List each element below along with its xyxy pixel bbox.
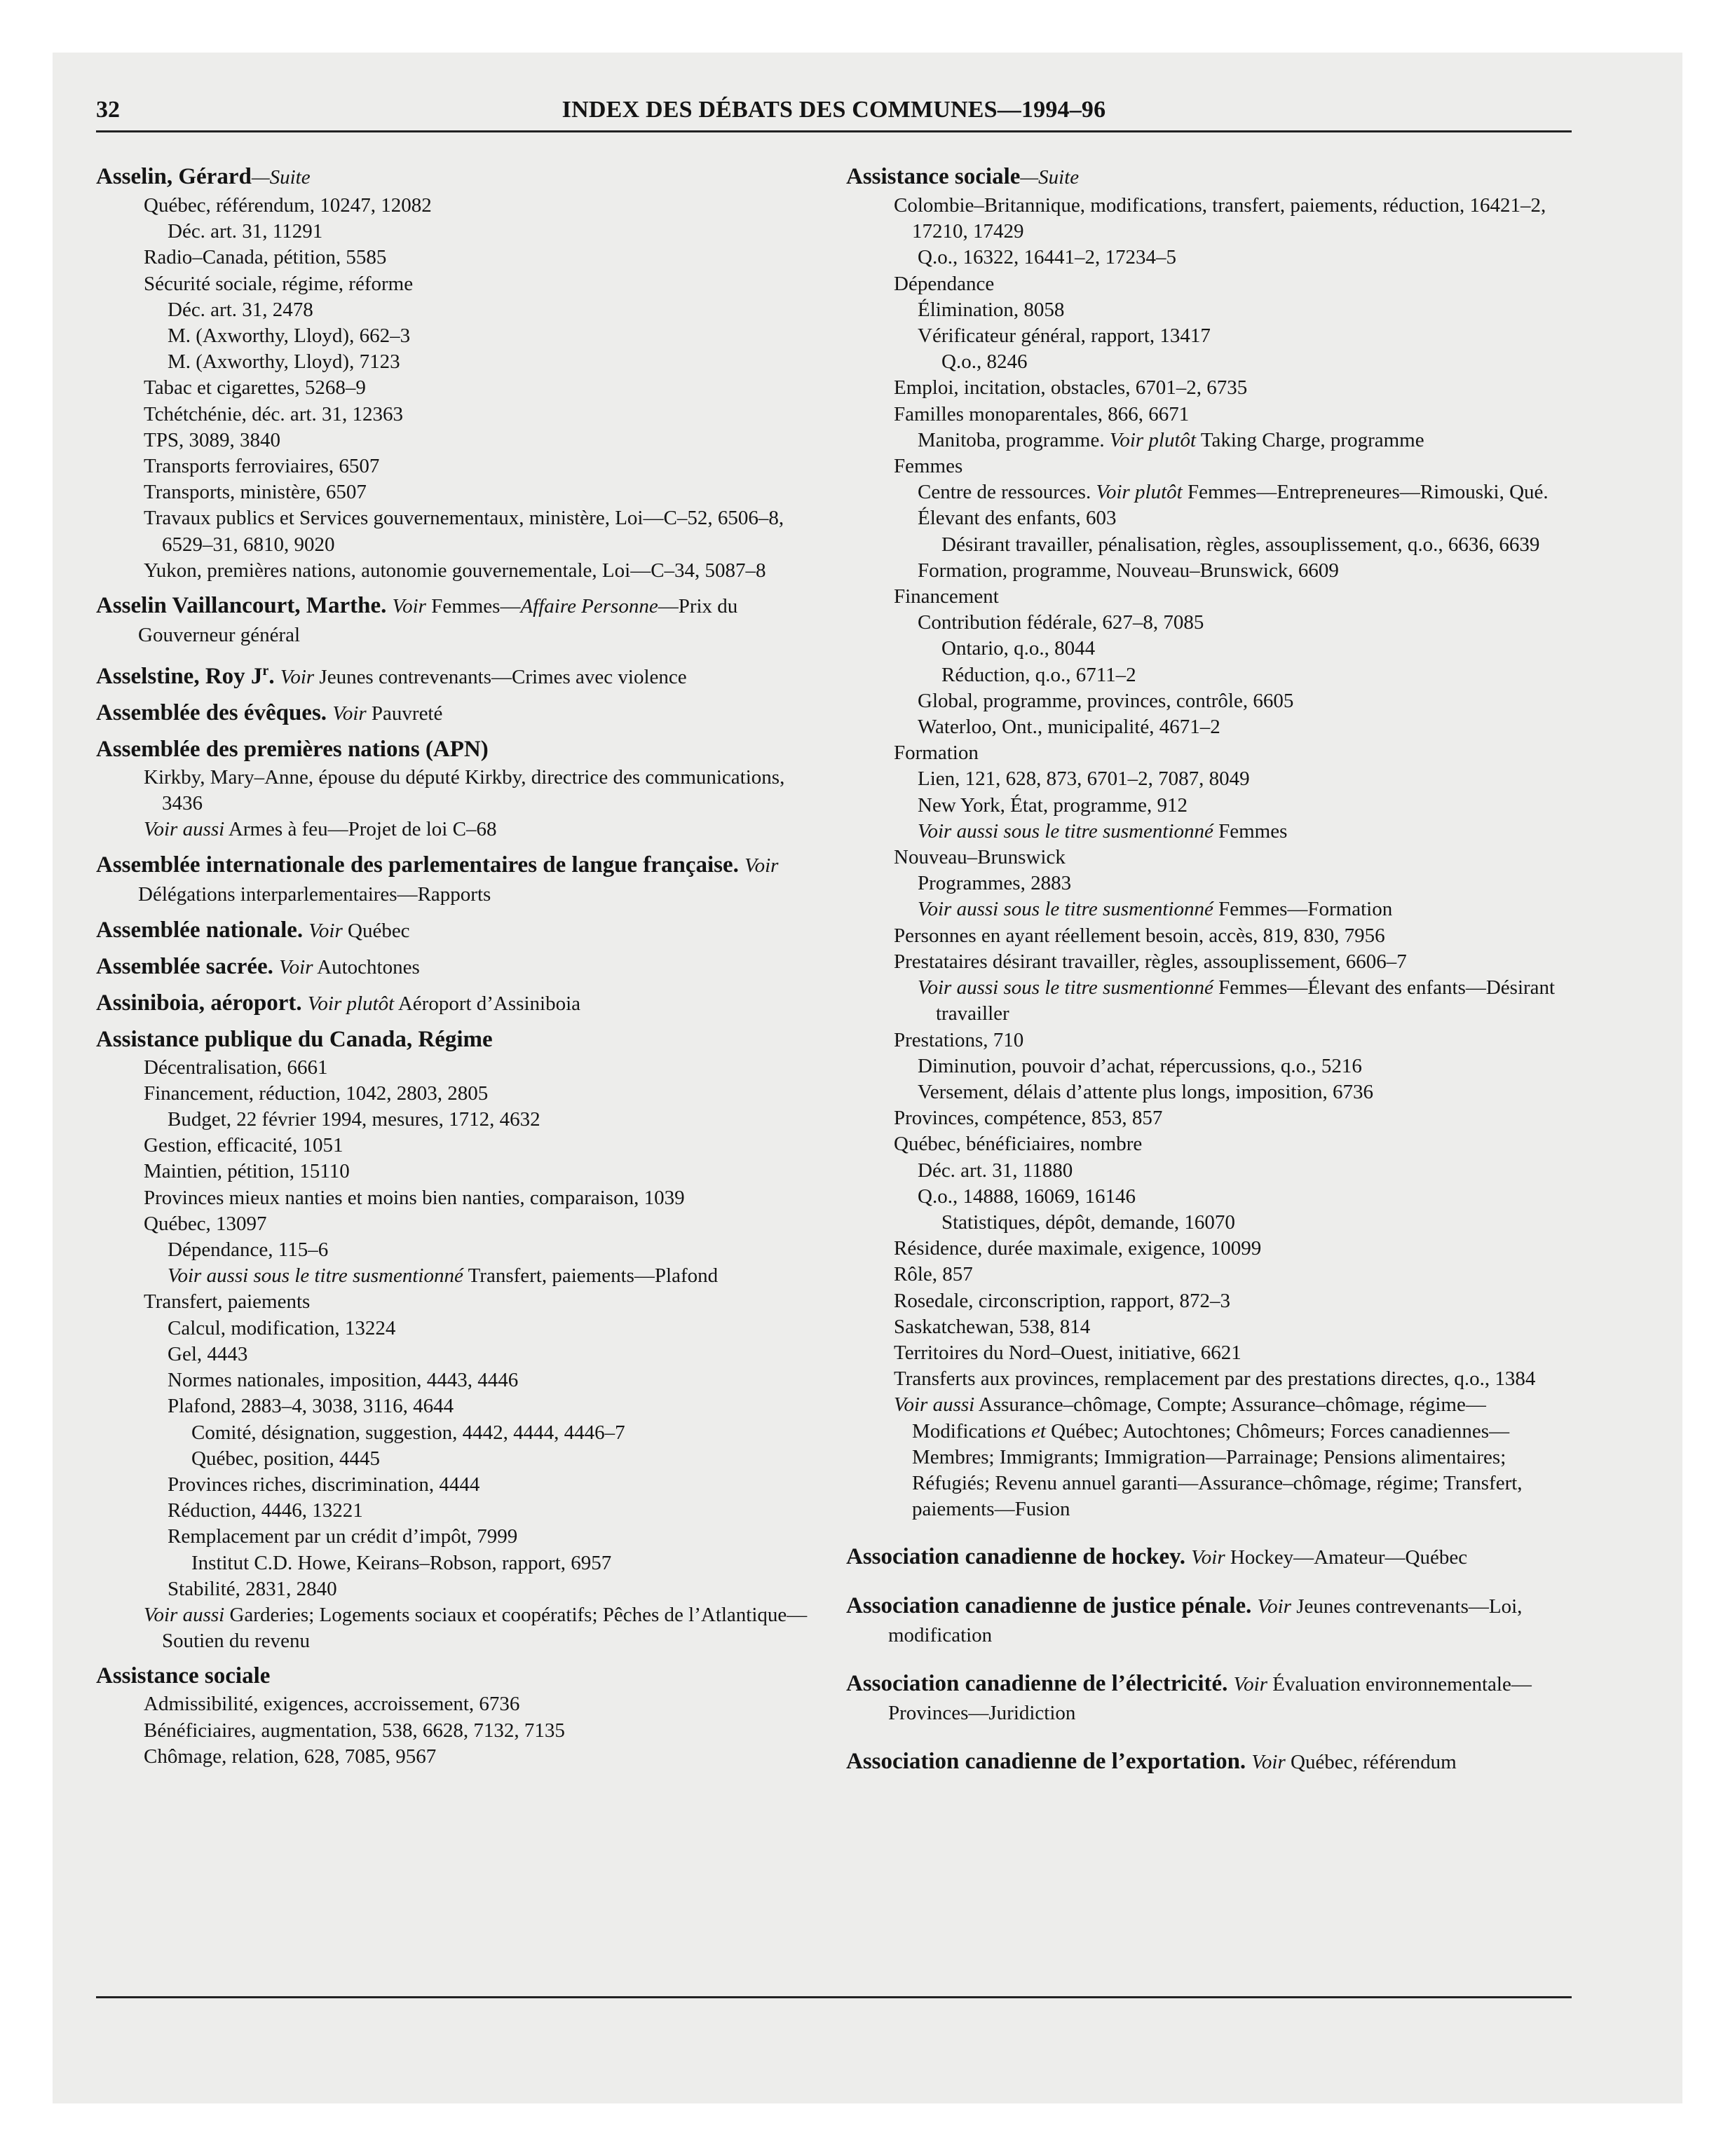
subentry: Voir aussi Armes à feu—Projet de loi C–68	[144, 818, 497, 841]
footer-rule	[96, 1996, 1572, 1998]
subentry: Transfert, paiements	[144, 1290, 311, 1314]
index-entry	[96, 851, 818, 908]
subentry: Normes nationales, imposition, 4443, 4446	[168, 1369, 519, 1392]
page-number: 32	[96, 97, 120, 123]
subentry: Québec, bénéficiaires, nombre	[894, 1133, 1143, 1156]
subentry: Financement, réduction, 1042, 2803, 2805	[144, 1082, 489, 1105]
entry-heading: Assemblée des premières nations (APN)	[96, 737, 489, 763]
index-entry	[96, 592, 818, 649]
index-entry	[96, 163, 818, 584]
subentry: Diminution, pouvoir d’achat, répercussions, q.o., 5216	[918, 1054, 1362, 1077]
subentry: Nouveau–Brunswick	[894, 846, 1066, 869]
subentry: Formation	[894, 742, 979, 765]
subentry: Colombie–Britannique, modifications, transfert, paiements, réduction, 16421–2, 17210, 17429	[894, 194, 1546, 243]
subentry: Élimination, 8058	[918, 298, 1065, 321]
subentry: Q.o., 8246	[941, 350, 1028, 374]
subentry: Réduction, q.o., 6711–2	[941, 663, 1136, 686]
subentry: Chômage, relation, 628, 7085, 9567	[144, 1745, 437, 1768]
subentry: Déc. art. 31, 11291	[168, 220, 323, 243]
subentry: Programmes, 2883	[918, 872, 1072, 895]
subentry: Tchétchénie, déc. art. 31, 12363	[144, 402, 403, 425]
subentry: Prestataires désirant travailler, règles, assouplissement, 6606–7	[894, 950, 1407, 973]
entry-heading: Association canadienne de justice pénale. Voir Jeunes contrevenants—Loi, modification	[846, 1593, 1523, 1647]
subentry: Rosedale, circonscription, rapport, 872–3	[894, 1289, 1230, 1312]
entry-heading: Asselin Vaillancourt, Marthe. Voir Femmes—Affaire Personne—Prix du Gouverneur général	[96, 593, 738, 647]
subentry: Calcul, modification, 13224	[168, 1316, 396, 1339]
subentry: Gel, 4443	[168, 1342, 248, 1365]
subentry: Élevant des enfants, 603	[918, 507, 1117, 530]
subentry: Versement, délais d’attente plus longs, imposition, 6736	[918, 1080, 1373, 1103]
subentry: Québec, position, 4445	[191, 1447, 381, 1470]
subentry: Transferts aux provinces, remplacement par des prestations directes, q.o., 1384	[894, 1367, 1536, 1391]
subentry: Manitoba, programme. Voir plutôt Taking Charge, programme	[918, 428, 1424, 451]
subentry: Personnes en ayant réellement besoin, accès, 819, 830, 7956	[894, 924, 1385, 947]
subentry: Déc. art. 31, 11880	[918, 1159, 1073, 1182]
subentry: Comité, désignation, suggestion, 4442, 4444, 4446–7	[191, 1421, 625, 1444]
subentry: Provinces, compétence, 853, 857	[894, 1107, 1163, 1130]
index-entry	[96, 989, 818, 1018]
subentry: Voir aussi sous le titre susmentionné Femmes	[918, 819, 1288, 842]
subentry: TPS, 3089, 3840	[144, 428, 280, 451]
subentry: Centre de ressources. Voir plutôt Femmes—Entrepreneures—Rimouski, Qué.	[918, 481, 1549, 504]
subentry: New York, État, programme, 912	[918, 793, 1188, 817]
subentry: Financement	[894, 585, 999, 608]
entry-heading: Association canadienne de hockey. Voir Hockey—Amateur—Québec	[846, 1544, 1468, 1570]
index-column-left	[96, 163, 818, 1778]
entry-heading: Assistance sociale	[96, 1663, 271, 1689]
subentry: Transports, ministère, 6507	[144, 481, 367, 504]
subentry: Waterloo, Ont., municipalité, 4671–2	[918, 716, 1220, 739]
subentry: Plafond, 2883–4, 3038, 3116, 4644	[168, 1395, 454, 1418]
subentry: Déc. art. 31, 2478	[168, 298, 313, 321]
index-entry	[96, 916, 818, 945]
subentry: Réduction, 4446, 13221	[168, 1499, 363, 1522]
entry-heading: Assemblée nationale. Voir Québec	[96, 917, 410, 943]
subentry: Voir aussi sous le titre susmentionné Transfert, paiements—Plafond	[168, 1264, 719, 1288]
subentry: Voir aussi sous le titre susmentionné Femmes—Élevant des enfants—Désirant travailler	[918, 976, 1556, 1025]
subentry: Contribution fédérale, 627–8, 7085	[918, 611, 1204, 634]
subentry: Gestion, efficacité, 1051	[144, 1134, 343, 1157]
subentry: Provinces riches, discrimination, 4444	[168, 1473, 480, 1496]
subentry: Saskatchewan, 538, 814	[894, 1315, 1091, 1338]
subentry: Québec, référendum, 10247, 12082	[144, 194, 432, 217]
subentry: Yukon, premières nations, autonomie gouvernementale, Loi—C–34, 5087–8	[144, 559, 766, 582]
subentry: Dépendance, 115–6	[168, 1239, 329, 1262]
index-entry	[846, 163, 1575, 1522]
subentry: M. (Axworthy, Lloyd), 662–3	[168, 325, 411, 348]
subentry: Ontario, q.o., 8044	[941, 637, 1096, 660]
subentry: Québec, 13097	[144, 1212, 267, 1235]
subentry: Prestations, 710	[894, 1028, 1024, 1051]
index-entry	[96, 699, 818, 728]
subentry: Emploi, incitation, obstacles, 6701–2, 6735	[894, 376, 1248, 400]
subentry: Désirant travailler, pénalisation, règles, assouplissement, q.o., 6636, 6639	[941, 533, 1540, 556]
subentry: Voir aussi Assurance–chômage, Compte; Assurance–chômage, régime—Modifications et Québec; Autochtones; Chômeurs; Forces canadiennes—Membres; Immigrants; Immigration—Parrainage; Pensions alimentaires; Réfugiés; Revenu annuel garanti—Assurance–chômage, régime; Transfert, paiements—Fusion	[894, 1393, 1523, 1521]
subentry: Global, programme, provinces, contrôle, 6605	[918, 689, 1294, 712]
subentry: Tabac et cigarettes, 5268–9	[144, 376, 366, 400]
subentry: Rôle, 857	[894, 1263, 973, 1286]
subentry: Voir aussi sous le titre susmentionné Femmes—Formation	[918, 898, 1393, 921]
subentry: Femmes	[894, 455, 963, 478]
subentry: M. (Axworthy, Lloyd), 7123	[168, 350, 400, 374]
subentry: Remplacement par un crédit d’impôt, 7999	[168, 1525, 518, 1548]
index-entry	[96, 953, 818, 981]
subentry: Admissibilité, exigences, accroissement, 6736	[144, 1693, 520, 1716]
entry-heading: Assemblée internationale des parlementaires de langue française. Voir Délégations interparlementaires—Rapports	[96, 852, 779, 906]
index-entry	[96, 657, 818, 691]
entry-heading: Assiniboia, aéroport. Voir plutôt Aéroport d’Assiniboia	[96, 990, 580, 1016]
subentry: Budget, 22 février 1994, mesures, 1712, 4632	[168, 1108, 540, 1131]
subentry: Dépendance	[894, 272, 995, 295]
subentry: Territoires du Nord–Ouest, initiative, 6621	[894, 1341, 1241, 1364]
page-title: INDEX DES DÉBATS DES COMMUNES—1994–96	[562, 97, 1106, 123]
subentry: Travaux publics et Services gouvernementaux, ministère, Loi—C–52, 6506–8, 6529–31, 6810, 9020	[144, 507, 784, 556]
subentry: Radio–Canada, pétition, 5585	[144, 246, 387, 269]
subentry: Formation, programme, Nouveau–Brunswick, 6609	[918, 559, 1339, 582]
subentry: Résidence, durée maximale, exigence, 10099	[894, 1237, 1262, 1260]
index-entry	[846, 1543, 1575, 1571]
entry-heading: Assemblée des évêques. Voir Pauvreté	[96, 700, 443, 726]
index-entry	[846, 1592, 1575, 1649]
page-header	[96, 97, 1572, 132]
subentry: Institut C.D. Howe, Keirans–Robson, rapport, 6957	[191, 1551, 612, 1574]
subentry: Maintien, pétition, 15110	[144, 1160, 350, 1183]
entry-heading: Asselstine, Roy $J^r$. Voir Jeunes contrevenants—Crimes avec violence	[96, 663, 687, 690]
subentry: Stabilité, 2831, 2840	[168, 1577, 337, 1600]
subentry: Q.o., 16322, 16441–2, 17234–5	[918, 246, 1176, 269]
subentry: Transports ferroviaires, 6507	[144, 455, 380, 478]
subentry: Lien, 121, 628, 873, 6701–2, 7087, 8049	[918, 767, 1250, 791]
subentry: Familles monoparentales, 866, 6671	[894, 402, 1190, 425]
entry-heading: Assemblée sacrée. Voir Autochtones	[96, 953, 420, 979]
subentry: Voir aussi Garderies; Logements sociaux et coopératifs; Pêches de l’Atlantique—Soutien du revenu	[144, 1603, 808, 1653]
index-entry	[96, 735, 818, 843]
subentry: Provinces mieux nanties et moins bien nanties, comparaison, 1039	[144, 1186, 685, 1209]
index-column-right	[846, 163, 1575, 1784]
index-entry	[846, 1747, 1575, 1776]
subentry: Sécurité sociale, régime, réforme	[144, 272, 414, 295]
subentry: Statistiques, dépôt, demande, 16070	[941, 1210, 1235, 1234]
index-entry	[96, 1662, 818, 1770]
subentry: Q.o., 14888, 16069, 16146	[918, 1185, 1136, 1208]
index-entry	[96, 1025, 818, 1655]
subentry: Kirkby, Mary–Anne, épouse du député Kirkby, directrice des communications, 3436	[144, 766, 785, 815]
subentry: Bénéficiaires, augmentation, 538, 6628, 7132, 7135	[144, 1719, 565, 1742]
entry-heading: Assistance sociale—Suite	[846, 164, 1080, 189]
subentry: Vérificateur général, rapport, 13417	[918, 325, 1211, 348]
entry-heading: Association canadienne de l’électricité. Voir Évaluation environnementale—Provinces—Juridiction	[846, 1671, 1532, 1725]
entry-heading: Assistance publique du Canada, Régime	[96, 1026, 493, 1052]
entry-heading: Asselin, Gérard—Suite	[96, 164, 311, 189]
subentry: Décentralisation, 6661	[144, 1056, 328, 1079]
index-entry	[846, 1670, 1575, 1727]
entry-heading: Association canadienne de l’exportation. Voir Québec, référendum	[846, 1749, 1457, 1775]
